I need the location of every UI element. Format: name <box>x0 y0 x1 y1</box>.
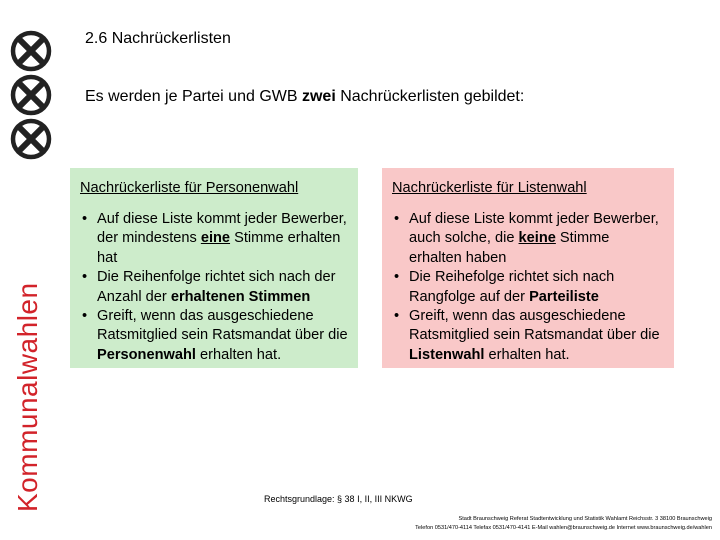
intro-text: Es werden je Partei und GWB zwei Nachrückerlisten gebildet: <box>85 88 525 105</box>
legal-basis: Rechtsgrundlage: § 38 I, II, III NKWG <box>264 494 413 504</box>
personenwahl-title: Nachrückerliste für Personenwahl <box>80 180 299 196</box>
list-item: • Die Reihefolge richtet sich nach Rangfolge auf der Parteiliste <box>392 268 664 307</box>
listenwahl-title: Nachrückerliste für Listenwahl <box>392 180 587 196</box>
personenwahl-box <box>70 168 358 368</box>
list-item: • Die Reihenfolge richtet sich nach der Anzahl der erhaltenen Stimmen <box>80 268 348 307</box>
list-item: • Greift, wenn das ausgeschiedene Ratsmitglied sein Ratsmandat über die Listenwahl erhalten hat. <box>392 307 664 365</box>
sidebar-brand <box>0 0 62 540</box>
footer-phone: Telefon 0531/470-4114 Telefax 0531/470-4141 E-Mail wahlen@braunschweig.de Internet www.braunschweig.de/wahlen <box>415 525 712 531</box>
listenwahl-box <box>382 168 674 368</box>
cross-circle-icon <box>10 118 52 160</box>
listenwahl-list <box>392 210 664 365</box>
cross-circle-icon <box>10 30 52 72</box>
personenwahl-list <box>80 210 348 365</box>
footer-address: Stadt Braunschweig Referat Stadtentwicklung und Statistik Wahlamt Reichsstr. 3 38100 Braunschweig <box>458 516 712 522</box>
intro-emphasis: zwei <box>301 88 336 105</box>
list-item: • Auf diese Liste kommt jeder Bewerber, auch solche, die keine Stimme erhalten haben <box>392 210 664 268</box>
cross-circle-icon <box>10 74 52 116</box>
footer-contact <box>415 515 712 533</box>
brand-text: Kommunalwahlen <box>12 282 43 512</box>
list-item: • Greift, wenn das ausgeschiedene Ratsmitglied sein Ratsmandat über die Personenwahl erhalten hat. <box>80 307 348 365</box>
page-title: 2.6 Nachrückerlisten <box>85 30 231 47</box>
list-item: • Auf diese Liste kommt jeder Bewerber, der mindestens eine Stimme erhalten hat <box>80 210 348 268</box>
